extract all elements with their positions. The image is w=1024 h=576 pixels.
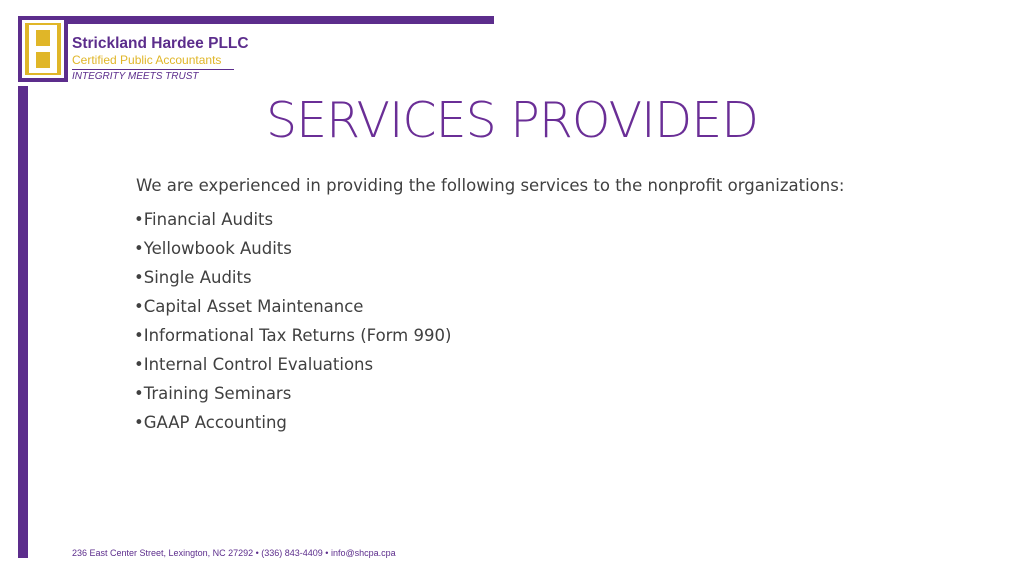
service-item: •Training Seminars [134, 384, 292, 403]
service-item: •Informational Tax Returns (Form 990) [134, 326, 452, 345]
firm-name: Strickland Hardee PLLC [72, 35, 249, 52]
services-intro: We are experienced in providing the following services to the nonprofit organizations: [136, 176, 845, 195]
sh-monogram-logo-icon [18, 16, 68, 82]
top-accent-bar [18, 16, 494, 24]
services-list [134, 205, 451, 437]
footer-contact: 236 East Center Street, Lexington, NC 27292 • (336) 843-4409 • info@shcpa.cpa [72, 548, 396, 558]
service-item: •Single Audits [134, 268, 252, 287]
firm-tagline: INTEGRITY MEETS TRUST [72, 71, 199, 82]
service-item: •Yellowbook Audits [134, 239, 292, 258]
service-item: •Financial Audits [134, 210, 274, 229]
service-item: •Capital Asset Maintenance [134, 297, 364, 316]
service-item: •GAAP Accounting [134, 413, 287, 432]
header-divider [72, 69, 234, 70]
service-item: •Internal Control Evaluations [134, 355, 374, 374]
slide-title: SERVICES PROVIDED [266, 92, 758, 149]
left-accent-bar [18, 86, 28, 558]
firm-subtitle: Certified Public Accountants [72, 53, 222, 67]
